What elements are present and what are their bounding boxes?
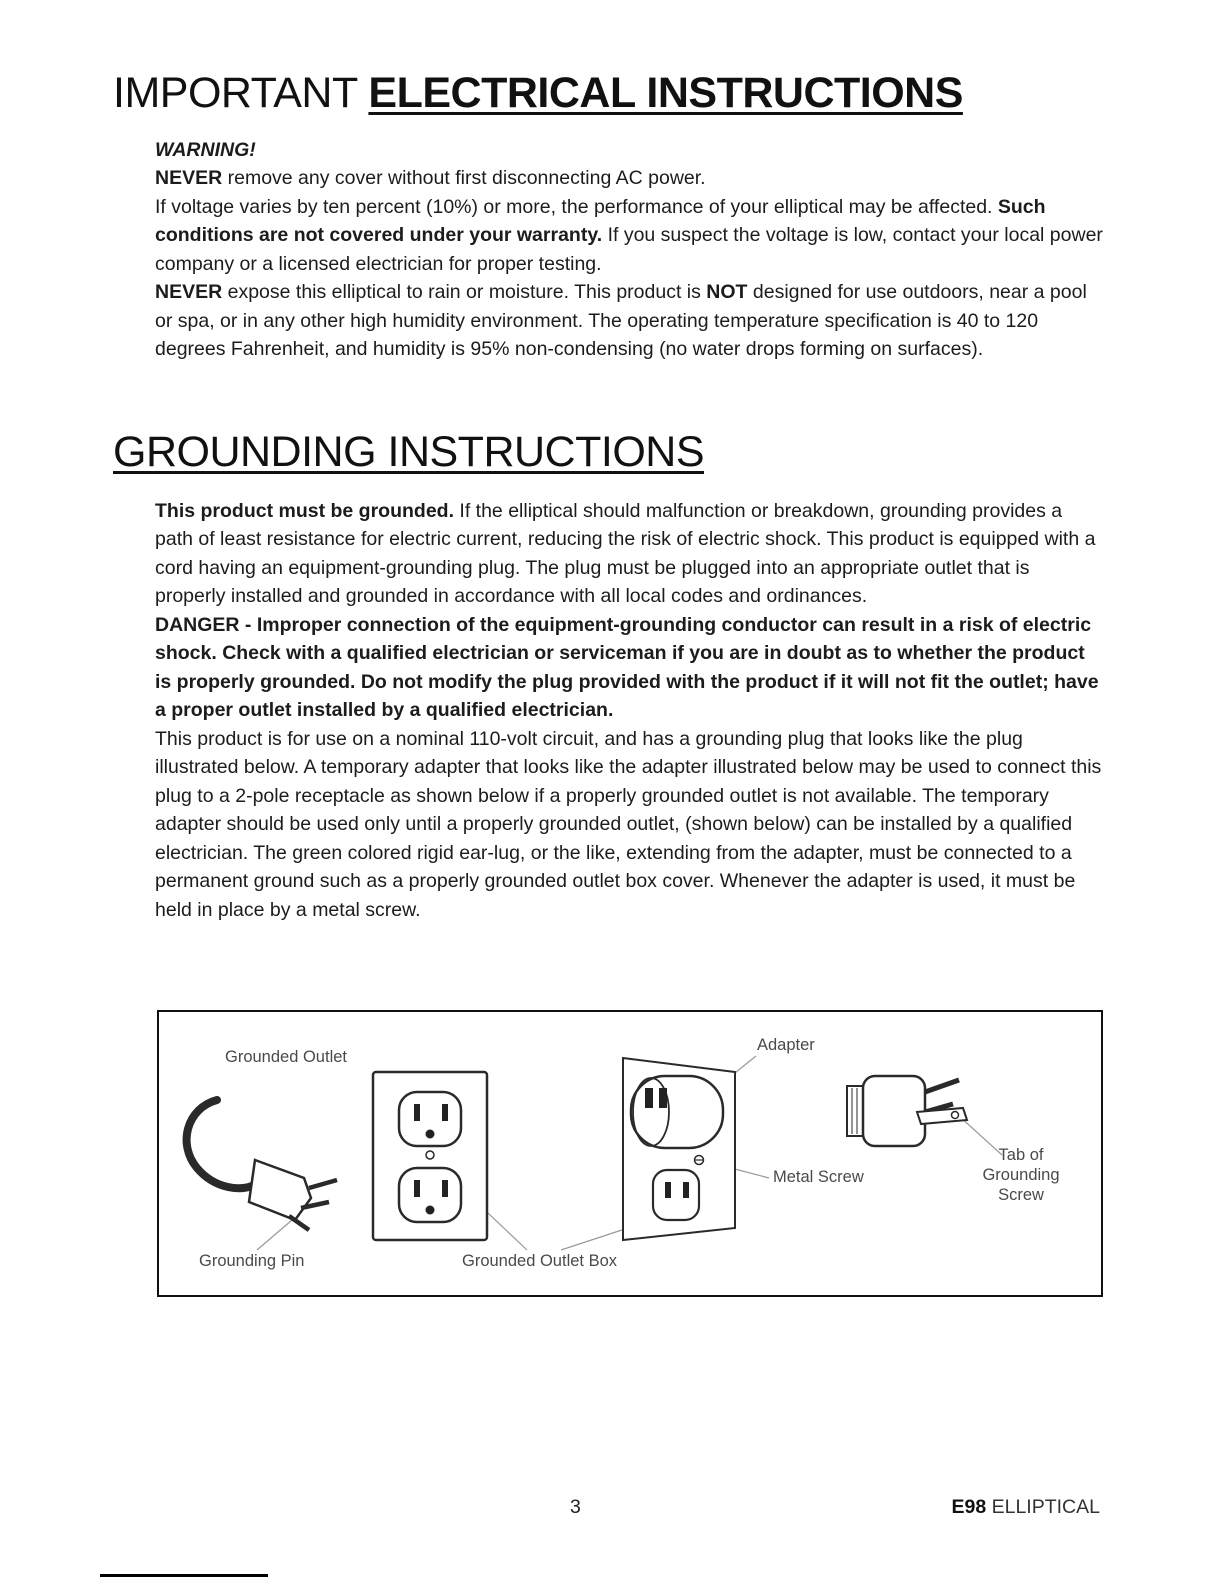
grounding-diagram-figure [159, 1012, 1101, 1295]
label-grounding-pin: Grounding Pin [199, 1252, 305, 1270]
page-title [113, 70, 963, 117]
model-name: E98 [951, 1496, 987, 1518]
model-label [951, 1496, 1100, 1519]
grounding-pin-prong [289, 1216, 309, 1230]
model-type: ELLIPTICAL [986, 1496, 1100, 1518]
grounding-paragraph-1: This product must be grounded. If the elliptical should malfunction or breakdown, grounding provides a path of least resistance for electric current, reducing the risk of electric shock. This product is equipped with a cord having an equipment-grounding plug. The plug must be plugged into an appropriate outlet that is properly installed and grounded in accordance with all local codes and ordinances. [155, 500, 1096, 608]
grounding-heading: GROUNDING INSTRUCTIONS [113, 428, 704, 476]
grounded-plug-illustration [187, 1100, 337, 1230]
plug-body [249, 1160, 311, 1220]
grounding-section [155, 497, 1103, 924]
warning-paragraph-1: NEVER remove any cover without first disconnecting AC power. [155, 167, 706, 190]
outlet-plate-illustration [373, 1072, 487, 1240]
plate-screw [426, 1151, 434, 1159]
power-cord [187, 1100, 261, 1188]
adapter-body [631, 1076, 723, 1148]
label-tab-line2: Grounding [982, 1166, 1060, 1184]
page-footer [0, 1496, 1224, 1526]
adapter-prong-top [925, 1080, 959, 1092]
adapter-slot-left [645, 1088, 653, 1108]
title-word-important: IMPORTANT [113, 69, 369, 117]
label-tab-line3: Screw [998, 1186, 1044, 1204]
box-lower-receptacle [653, 1170, 699, 1220]
label-adapter: Adapter [757, 1036, 815, 1054]
outlet-box-with-adapter-illustration [623, 1058, 735, 1240]
label-grounded-outlet: Grounded Outlet [225, 1048, 347, 1066]
adapter-side-body [863, 1076, 925, 1146]
grounding-paragraph-danger: DANGER - Improper connection of the equipment-grounding conductor can result in a risk of electric shock. Check with a qualified electrician or serviceman if you are in doubt as to whether the product is properly grounded. Do not modify the plug provided with the product if it will not fit the outlet; have a proper outlet installed by a qualified electrician. [155, 613, 1099, 722]
grounding-diagram [157, 1010, 1103, 1297]
page-number: 3 [570, 1496, 581, 1518]
label-grounded-outlet-box: Grounded Outlet Box [462, 1252, 618, 1270]
label-metal-screw: Metal Screw [773, 1168, 864, 1186]
plug-prong-top [309, 1180, 337, 1188]
adapter-cap [847, 1086, 863, 1136]
grounding-tab [917, 1108, 967, 1124]
adapter-side-view-illustration [847, 1076, 967, 1146]
warning-section [155, 136, 1103, 364]
bottom-page-mark [100, 1574, 268, 1577]
label-tab-line1: Tab of [998, 1146, 1044, 1164]
warning-paragraph-3: NEVER expose this elliptical to rain or moisture. This product is NOT designed for use outdoors, near a pool or spa, or in any other high humidity environment. The operating temperature specification is 40 to 120 degrees Fahrenheit, and humidity is 95% non-condensing (no water drops forming on surfaces). [155, 281, 1087, 361]
warning-heading: WARNING! [155, 139, 256, 161]
title-words-electrical-instructions: ELECTRICAL INSTRUCTIONS [368, 69, 963, 117]
adapter-slot-right [659, 1088, 667, 1108]
warning-paragraph-2: If voltage varies by ten percent (10%) or more, the performance of your elliptical may be affected. Such conditions are not covered under your warranty. If you suspect the voltage is low, contact your local power company or a licensed electrician for proper testing. [155, 195, 1103, 275]
grounding-paragraph-2: This product is for use on a nominal 110-volt circuit, and has a grounding plug that looks like the plug illustrated below. A temporary adapter that looks like the adapter illustrated below may be used to connect this plug to a 2-pole receptacle as shown below if a properly grounded outlet is not available. The temporary adapter should be used only until a properly grounded outlet, (shown below) can be installed by a qualified electrician. The green colored rigid ear-lug, or the like, extending from the adapter, must be connected to a permanent ground such as a properly grounded outlet box cover. Whenever the adapter is used, it must be held in place by a metal screw. [155, 727, 1102, 921]
